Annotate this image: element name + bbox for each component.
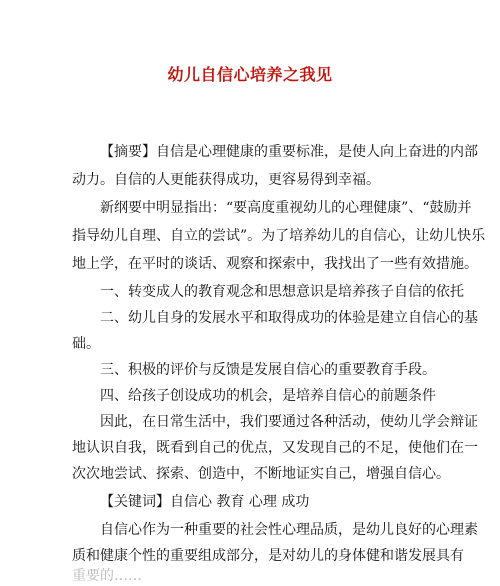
document-title: 幼儿自信心培养之我见 [167, 65, 333, 84]
point-two-continued: 础。 [72, 336, 100, 352]
abstract-line-2: 动力。自信的人更能获得成功，更容易得到幸福。 [72, 172, 380, 188]
point-three: 三、积极的评价与反馈是发展自信心的重要教育手段。 [100, 362, 436, 378]
abstract-line-1: 【摘要】自信是心理健康的重要标准，是使人向上奋进的内部 [100, 144, 478, 160]
paragraph-line: 新纲要中明显指出：“要高度重视幼儿的心理健康”、“鼓励并 [100, 200, 472, 216]
point-four: 四、给孩子创设成功的机会，是培养自信心的前题条件 [100, 388, 436, 404]
body-line: 自信心作为一种重要的社会性心理品质，是幼儿良好的心理素 [100, 522, 478, 538]
conclusion-line: 地认识自我，既看到自己的优点，又发现自己的不足，使他们在一 [72, 440, 478, 456]
body-line: 质和健康个性的重要组成部分，是对幼儿的身体健和谐发展具有 [72, 548, 464, 564]
paragraph-line: 地上学，在平时的谈话、观察和探索中，我找出了一些有效措施。 [72, 256, 478, 272]
conclusion-line: 因此，在日常生活中，我们要通过各种活动，使幼儿学会辩证 [100, 414, 478, 430]
point-one: 一、转变成人的教育观念和思想意识是培养孩子自信的依托 [100, 284, 464, 300]
keywords-line: 【关键词】自信心 教育 心理 成功 [100, 494, 310, 510]
conclusion-line: 次次地尝试、探索、创造中，不断地证实自己，增强自信心。 [72, 466, 450, 482]
point-two: 二、幼儿自身的发展水平和取得成功的体验是建立自信心的基 [100, 310, 478, 326]
paragraph-line: 指导幼儿自理、自立的尝试”。为了培养幼儿的自信心，让幼儿快乐 [72, 228, 486, 244]
body-line-cutoff: 重要的…… [72, 568, 142, 584]
